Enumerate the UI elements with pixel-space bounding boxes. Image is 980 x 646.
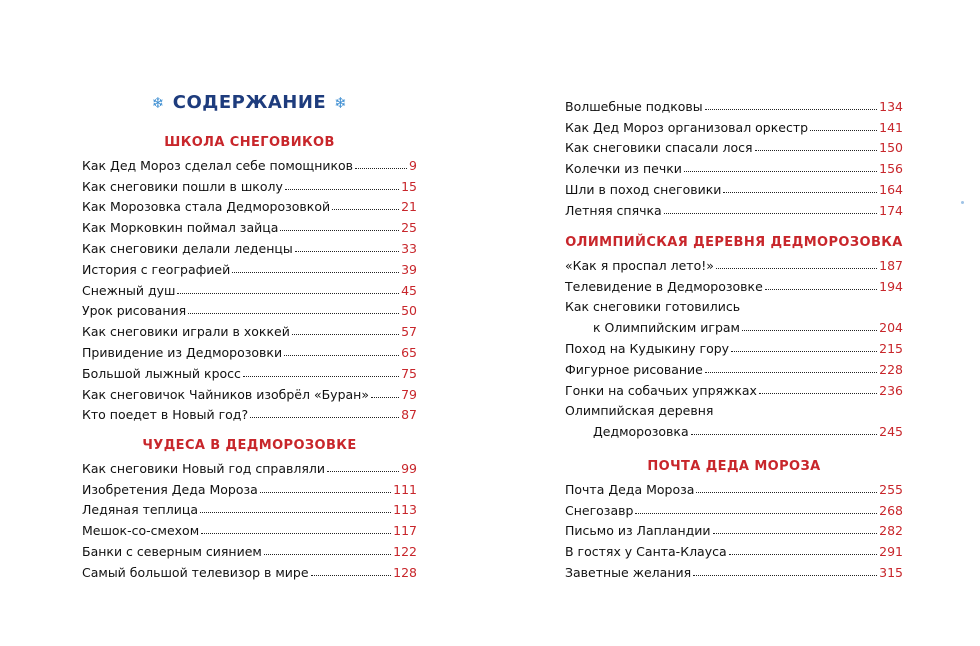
toc-entry-title: Письмо из Лапландии (565, 523, 711, 539)
toc-entry-page: 122 (393, 543, 417, 559)
toc-entry (565, 155, 903, 176)
toc-entry (565, 377, 903, 398)
dot-leader (759, 393, 877, 394)
toc-entry (565, 93, 903, 114)
toc-entry-title: Как Морозовка стала Дедморозовкой (82, 199, 331, 215)
toc-entry-page: 117 (393, 523, 417, 539)
toc-entry-title: Изобретения Деда Мороза (82, 481, 258, 497)
dot-leader (280, 230, 399, 231)
dot-leader (696, 492, 877, 493)
toc-entry (565, 114, 903, 135)
toc-list-wonders (82, 455, 417, 580)
dot-leader (742, 330, 877, 331)
toc-entry-page: 134 (879, 98, 903, 114)
toc-entry (82, 381, 417, 402)
toc-entry (565, 135, 903, 156)
toc-entry (82, 256, 417, 277)
dot-leader (264, 554, 391, 555)
dot-leader (731, 351, 877, 352)
toc-entry-title: Самый большой телевизор в мире (82, 564, 309, 580)
toc-entry (82, 476, 417, 497)
toc-entry-page: 75 (401, 365, 417, 381)
toc-entry (565, 197, 903, 218)
toc-entry-title: Кто поедет в Новый год? (82, 407, 249, 423)
toc-entry (565, 476, 903, 497)
dot-leader (691, 434, 878, 435)
toc-entry (82, 455, 417, 476)
toc-entry-page: 99 (401, 460, 417, 476)
toc-list-mail (565, 476, 903, 580)
toc-entry-title: Дедморозовка (593, 424, 689, 440)
dot-leader (250, 417, 399, 418)
dot-leader (371, 397, 399, 398)
dot-leader (200, 512, 391, 513)
toc-entry-page: 65 (401, 344, 417, 360)
toc-entry-page: 282 (879, 523, 903, 539)
toc-entry-page: 268 (879, 502, 903, 518)
snowflake-icon: ❄ (334, 94, 348, 112)
dot-leader (327, 471, 399, 472)
toc-entry-page: 236 (879, 382, 903, 398)
toc-entry (565, 294, 903, 315)
toc-entry-page: 141 (879, 119, 903, 135)
toc-entry (82, 152, 417, 173)
toc-entry-page: 215 (879, 340, 903, 356)
toc-entry-page: 204 (879, 320, 903, 336)
toc-entry-title: Олимпийская деревня (565, 403, 714, 419)
toc-entry (565, 518, 903, 539)
toc-entry-title: Гонки на собачьих упряжках (565, 382, 757, 398)
toc-entry-title: Колечки из печки (565, 161, 682, 177)
toc-entry-title: Почта Деда Мороза (565, 481, 695, 497)
toc-entry (565, 335, 903, 356)
toc-entry (82, 277, 417, 298)
toc-entry (565, 273, 903, 294)
toc-entry (82, 360, 417, 381)
section-title-mail: ПОЧТА ДЕДА МОРОЗА (647, 459, 821, 474)
toc-list-olympic (565, 252, 903, 439)
toc-entry-title: Телевидение в Дедморозовке (565, 278, 763, 294)
toc-entry-page: 50 (401, 303, 417, 319)
snowflake-icon: ❄ (151, 94, 165, 112)
toc-entry (565, 418, 903, 439)
toc-entry-title: В гостях у Санта-Клауса (565, 544, 727, 560)
toc-list-wonders-continued (565, 93, 903, 218)
dot-leader (713, 533, 878, 534)
snowflake-speck (961, 201, 964, 204)
toc-entry-title: Снежный душ (82, 282, 176, 298)
toc-entry-title: Ледяная теплица (82, 502, 199, 518)
dot-leader (705, 372, 877, 373)
toc-entry-title: Как снеговичок Чайников изобрёл «Буран» (82, 386, 369, 402)
toc-entry-page: 291 (879, 544, 903, 560)
toc-entry-title: «Как я проспал лето!» (565, 257, 714, 273)
dot-leader (188, 313, 399, 314)
dot-leader (705, 109, 877, 110)
toc-entry (82, 538, 417, 559)
toc-entry (82, 559, 417, 580)
dot-leader (285, 189, 399, 190)
toc-entry (82, 214, 417, 235)
dot-leader (684, 171, 877, 172)
toc-entry-title: Урок рисования (82, 303, 187, 319)
dot-leader (311, 575, 392, 576)
toc-entry (82, 318, 417, 339)
toc-entry-page: 187 (879, 257, 903, 273)
dot-leader (292, 334, 399, 335)
dot-leader (332, 209, 399, 210)
toc-entry-page: 25 (401, 220, 417, 236)
toc-entry-title: Волшебные подковы (565, 98, 703, 114)
dot-leader (810, 130, 877, 131)
toc-entry-page: 255 (879, 481, 903, 497)
toc-entry-page: 57 (401, 324, 417, 340)
section-title-wonders: ЧУДЕСА В ДЕДМОРОЗОВКЕ (142, 438, 357, 453)
dot-leader (693, 575, 877, 576)
toc-entry (565, 559, 903, 580)
toc-entry-page: 39 (401, 261, 417, 277)
dot-leader (177, 293, 399, 294)
dot-leader (635, 513, 877, 514)
toc-entry-page: 45 (401, 282, 417, 298)
dot-leader (755, 150, 878, 151)
toc-entry-page: 21 (401, 199, 417, 215)
toc-entry (565, 176, 903, 197)
toc-entry (82, 517, 417, 538)
dot-leader (765, 289, 877, 290)
toc-entry (82, 402, 417, 423)
toc-entry-page: 156 (879, 161, 903, 177)
toc-entry-title: Как снеговики спасали лося (565, 140, 753, 156)
toc-entry-title: Заветные желания (565, 564, 692, 580)
toc-entry-title: к Олимпийским играм (593, 320, 740, 336)
toc-entry-page: 194 (879, 278, 903, 294)
toc-entry-page: 33 (401, 240, 417, 256)
toc-entry (565, 314, 903, 335)
toc-heading (82, 92, 417, 113)
toc-entry (565, 398, 903, 419)
toc-entry-page: 150 (879, 140, 903, 156)
toc-entry-page: 87 (401, 407, 417, 423)
toc-entry (82, 339, 417, 360)
dot-leader (723, 192, 877, 193)
toc-entry (565, 252, 903, 273)
toc-entry-title: Как Дед Мороз сделал себе помощников (82, 157, 354, 173)
section-title-school: ШКОЛА СНЕГОВИКОВ (164, 135, 335, 150)
toc-entry-page: 79 (401, 386, 417, 402)
dot-leader (232, 272, 399, 273)
toc-entry-title: Летняя спячка (565, 202, 662, 218)
toc-entry-title: Снегозавр (565, 502, 634, 518)
dot-leader (260, 492, 391, 493)
dot-leader (243, 376, 399, 377)
dot-leader (295, 251, 399, 252)
toc-entry (565, 497, 903, 518)
toc-entry (82, 235, 417, 256)
toc-entry-page: 228 (879, 361, 903, 377)
toc-entry-title: Как снеговики делали леденцы (82, 240, 293, 256)
toc-entry (82, 497, 417, 518)
dot-leader (284, 355, 399, 356)
toc-entry (82, 173, 417, 194)
dot-leader (716, 268, 877, 269)
toc-entry (82, 194, 417, 215)
section-title-olympic: ОЛИМПИЙСКАЯ ДЕРЕВНЯ ДЕДМОРОЗОВКА (565, 235, 903, 250)
right-page (490, 0, 980, 646)
toc-title: СОДЕРЖАНИЕ (172, 92, 327, 113)
dot-leader (201, 533, 391, 534)
toc-entry-title: Мешок-со-смехом (82, 523, 200, 539)
toc-entry-title: Привидение из Дедморозовки (82, 344, 283, 360)
toc-entry-title: Большой лыжный кросс (82, 365, 241, 381)
dot-leader (355, 168, 407, 169)
toc-entry-page: 9 (409, 157, 417, 173)
toc-entry-title: Как снеговики готовились (565, 299, 741, 315)
toc-entry (565, 538, 903, 559)
toc-entry-page: 128 (393, 564, 417, 580)
toc-entry-page: 164 (879, 181, 903, 197)
toc-entry-page: 245 (879, 424, 903, 440)
toc-entry-page: 111 (393, 481, 417, 497)
toc-entry-page: 315 (879, 564, 903, 580)
toc-entry-page: 174 (879, 202, 903, 218)
toc-entry-page: 113 (393, 502, 417, 518)
toc-entry-title: Как Морковкин поймал зайца (82, 220, 279, 236)
toc-entry-title: Поход на Кудыкину гору (565, 340, 730, 356)
toc-list-school (82, 152, 417, 422)
dot-leader (729, 554, 877, 555)
toc-entry-title: Фигурное рисование (565, 361, 703, 377)
toc-entry (82, 298, 417, 319)
toc-entry-title: История с географией (82, 261, 231, 277)
toc-entry (565, 356, 903, 377)
toc-entry-title: Как снеговики играли в хоккей (82, 324, 290, 340)
toc-entry-title: Как снеговики Новый год справляли (82, 460, 325, 476)
toc-entry-title: Шли в поход снеговики (565, 181, 722, 197)
toc-entry-title: Банки с северным сиянием (82, 543, 262, 559)
dot-leader (664, 213, 877, 214)
toc-entry-title: Как снеговики пошли в школу (82, 178, 283, 194)
toc-entry-title: Как Дед Мороз организовал оркестр (565, 119, 809, 135)
toc-entry-page: 15 (401, 178, 417, 194)
